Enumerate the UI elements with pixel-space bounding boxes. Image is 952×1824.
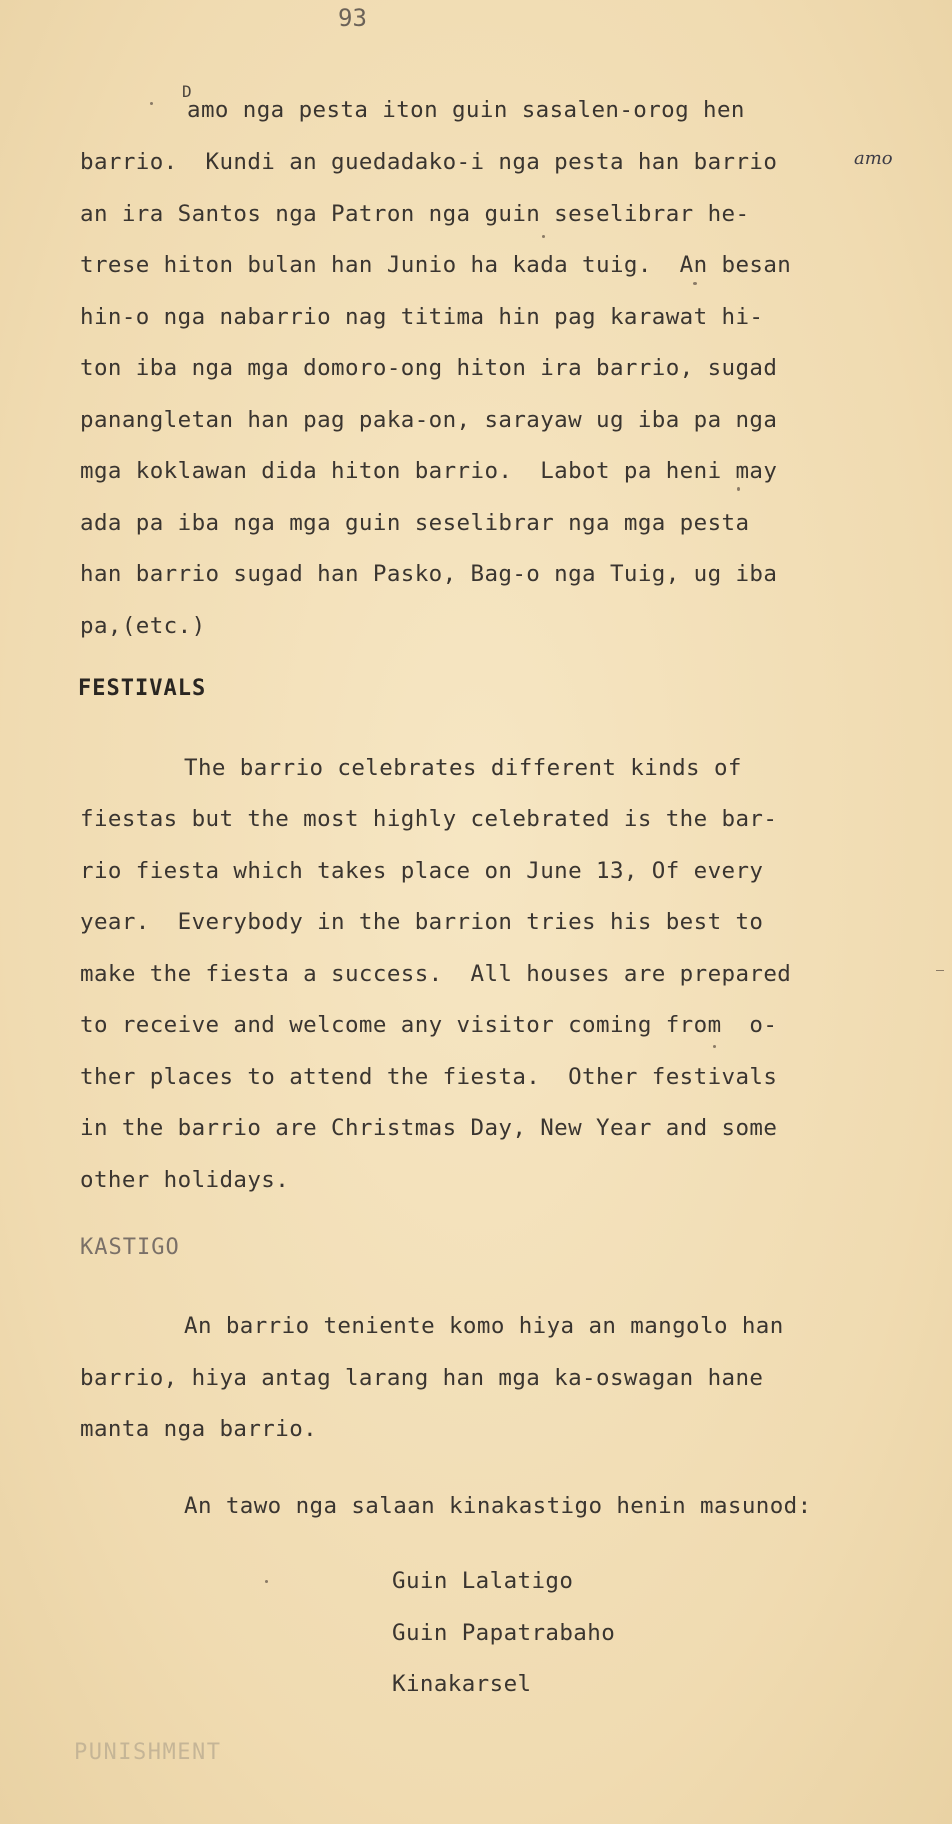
paper-speck	[936, 970, 944, 971]
tagalog-line-7: panangletan han pag paka-on, sarayaw ug iba pa nga	[80, 407, 778, 433]
tagalog-line-4: trese hiton bulan han Junio ha kada tuig. An besan	[80, 252, 792, 278]
paper-speck	[693, 282, 697, 285]
festivals-heading: FESTIVALS	[78, 676, 207, 701]
tagalog-line-9: ada pa iba nga mga guin seselibrar nga mga pesta	[80, 510, 750, 536]
festivals-line-7: ther places to attend the fiesta. Other festivals	[80, 1064, 778, 1090]
paper-speck	[713, 1045, 716, 1048]
festivals-line-9: other holidays.	[80, 1167, 290, 1193]
kastigo-line-1: An barrio teniente komo hiya an mangolo han	[184, 1313, 784, 1339]
punishment-item: Guin Papatrabaho	[392, 1620, 616, 1646]
tagalog-line-8: mga koklawan dida hiton barrio. Labot pa heni may	[80, 458, 778, 484]
tagalog-line-6: ton iba nga mga domoro-ong hiton ira barrio, sugad	[80, 355, 778, 381]
tagalog-line-3: an ira Santos nga Patron nga guin seselibrar he-	[80, 201, 750, 227]
kastigo-line-4: An tawo nga salaan kinakastigo henin masunod:	[184, 1493, 812, 1519]
festivals-line-1: The barrio celebrates different kinds of	[184, 755, 742, 781]
paper-speck	[150, 102, 153, 105]
festivals-line-6: to receive and welcome any visitor coming from o-	[80, 1012, 778, 1038]
kastigo-line-2: barrio, hiya antag larang han mga ka-oswagan hane	[80, 1365, 764, 1391]
paper-speck	[265, 1580, 268, 1583]
faded-heading: PUNISHMENT	[74, 1740, 222, 1765]
tagalog-line-1: amo nga pesta iton guin sasalen-orog hen	[187, 97, 745, 123]
festivals-line-2: fiestas but the most highly celebrated is the bar-	[80, 806, 778, 832]
tagalog-line-2: barrio. Kundi an guedadako-i nga pesta han barrio	[80, 149, 778, 175]
festivals-line-4: year. Everybody in the barrion tries his best to	[80, 909, 764, 935]
tagalog-line-10: han barrio sugad han Pasko, Bag-o nga Tuig, ug iba	[80, 561, 778, 587]
handwritten-margin-note: amo	[854, 148, 893, 169]
tagalog-line-11: pa,(etc.)	[80, 613, 206, 639]
punishment-item: Guin Lalatigo	[392, 1568, 574, 1594]
festivals-line-8: in the barrio are Christmas Day, New Year and some	[80, 1115, 778, 1141]
punishment-item: Kinakarsel	[392, 1671, 532, 1697]
festivals-line-3: rio fiesta which takes place on June 13, Of every	[80, 858, 764, 884]
tagalog-line-5: hin-o nga nabarrio nag titima hin pag karawat hi-	[80, 304, 764, 330]
paper-speck	[542, 235, 545, 238]
kastigo-line-3: manta nga barrio.	[80, 1416, 318, 1442]
page-number: 93	[338, 4, 367, 32]
festivals-line-5: make the fiesta a success. All houses are prepared	[80, 961, 792, 987]
kastigo-heading: KASTIGO	[80, 1235, 180, 1260]
paper-speck	[737, 487, 740, 491]
drop-letter: D	[182, 82, 192, 101]
